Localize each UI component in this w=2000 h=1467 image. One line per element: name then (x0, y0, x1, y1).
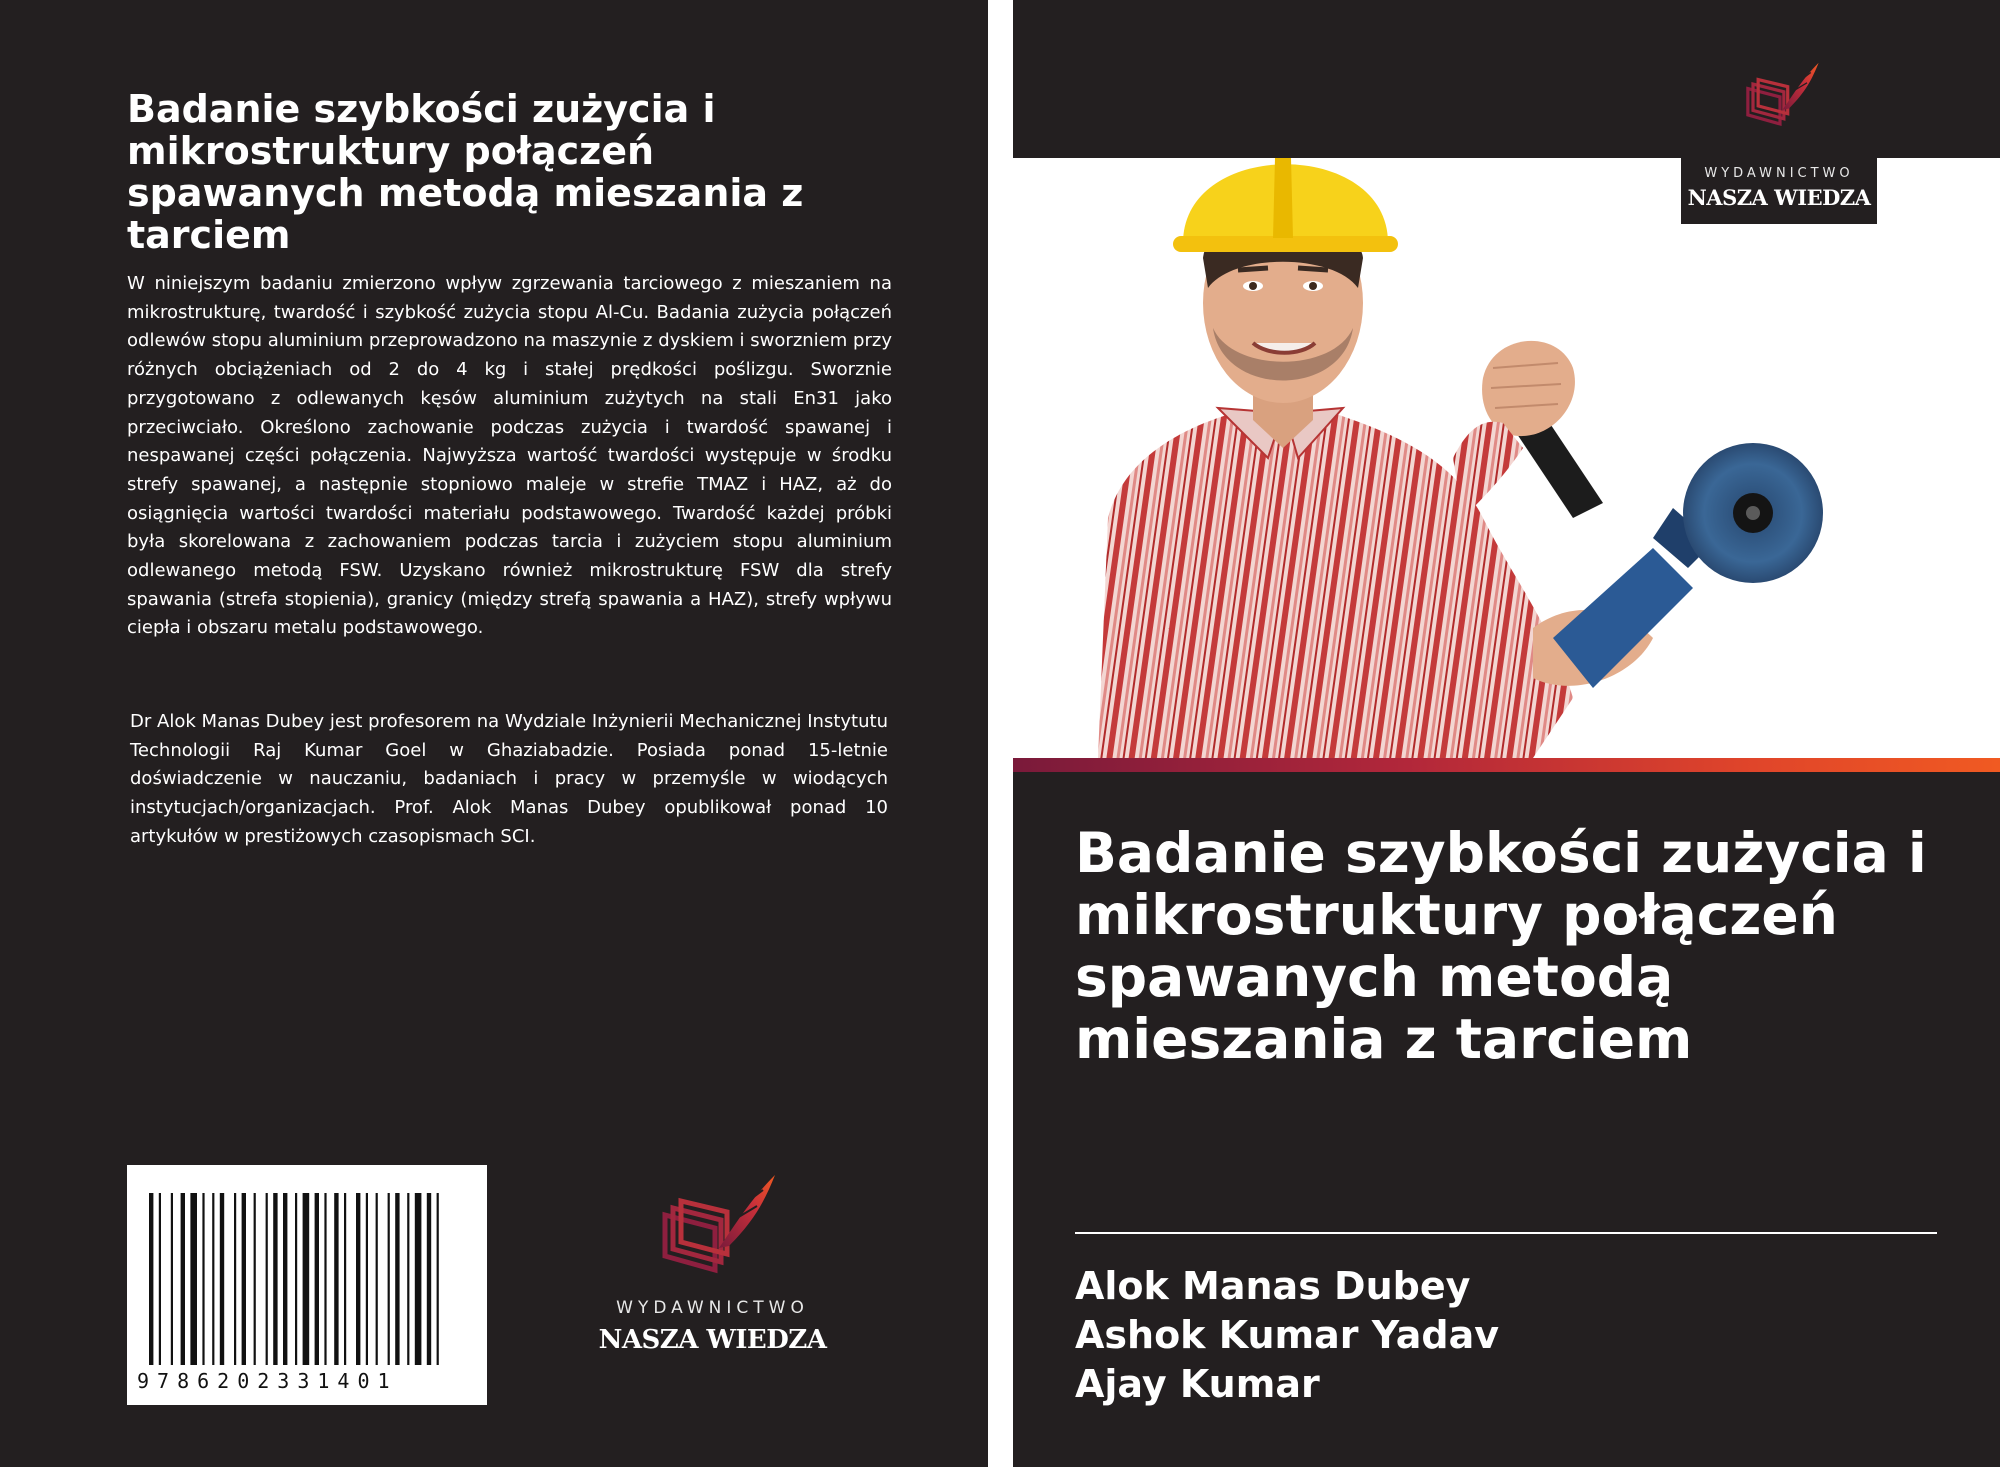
author-name: Ajay Kumar (1075, 1362, 1320, 1406)
barcode-digits: 9786202331401 (137, 1369, 398, 1393)
cover-photo (1013, 158, 2000, 758)
front-cover-title: Badanie szybkości zużycia i mikrostruktury połączeń spawanych metodą mieszania z tarciem (1075, 821, 1927, 1071)
front-cover (1013, 0, 2000, 1467)
back-cover (0, 0, 988, 1467)
front-title-block (1013, 772, 2000, 1467)
book-quill-logo-icon (645, 1170, 785, 1280)
title-divider (1075, 1232, 1937, 1234)
publisher-small-word: WYDAWNICTWO (616, 1298, 809, 1318)
accent-bar (1013, 758, 2000, 772)
isbn-barcode (127, 1165, 487, 1405)
publisher-logo-front (1681, 58, 1877, 224)
author-name: Ashok Kumar Yadav (1075, 1313, 1500, 1357)
back-cover-abstract: W niniejszym badaniu zmierzono wpływ zgrzewania tarciowego z mieszaniem na mikrostrukturę, twardość i szybkość zużycia stopu Al-Cu. Badania zużycia połączeń odlewów stopu aluminium przeprowadzono na maszynie z dyskiem i sworzniem przy różnych obciążeniach od 2 do 4 kg i stałej prędkości poślizgu. Sworznie przygotowano z odlewanych kęsów aluminium zużytych na stali En31 jako przeciwciało. Określono zachowanie podczas zużycia i twardość spawanej i nespawanej części połączenia. Najwyższa wartość twardości występuje w środku strefy spawanej, a następnie stopniowo maleje w strefie TMAZ i HAZ, aż do osiągnięcia wartości twardości materiału podstawowego. Twardość każdej próbki była skorelowana z zachowaniem podczas tarcia i zużyciem stopu aluminium odlewanego metodą FSW. Uzyskano również mikrostrukturę FSW dla strefy spawania (strefa stopienia), granicy (między strefą spawania a HAZ), strefy wpływu ciepła i obszaru metalu podstawowego. (127, 273, 892, 639)
publisher-name: NASZA WIEDZA (598, 1325, 827, 1355)
back-cover-title: Badanie szybkości zużycia i mikrostruktury połączeń spawanych metodą mieszania z tarciem (127, 87, 804, 257)
book-quill-logo-icon (1735, 58, 1825, 132)
publisher-name: NASZA WIEDZA (1687, 185, 1871, 210)
author-name: Alok Manas Dubey (1075, 1264, 1471, 1308)
publisher-logo-back (590, 1170, 835, 1370)
author-bio: Dr Alok Manas Dubey jest profesorem na Wydziale Inżynierii Mechanicznej Instytutu Technologii Raj Kumar Goel w Ghaziabadzie. Posiada ponad 15-letnie doświadczenie w nauczaniu, badaniach i pracy w przemyśle w wiodących instytucjach/organizacjach. Prof. Alok Manas Dubey opublikował ponad 10 artykułów w prestiżowych czasopismach SCI. (130, 711, 888, 847)
publisher-small-word: WYDAWNICTWO (1704, 166, 1854, 181)
worker-with-grinder-illustration (1013, 158, 2000, 758)
author-list (1075, 1262, 1499, 1409)
spine-gap (988, 0, 1013, 1467)
